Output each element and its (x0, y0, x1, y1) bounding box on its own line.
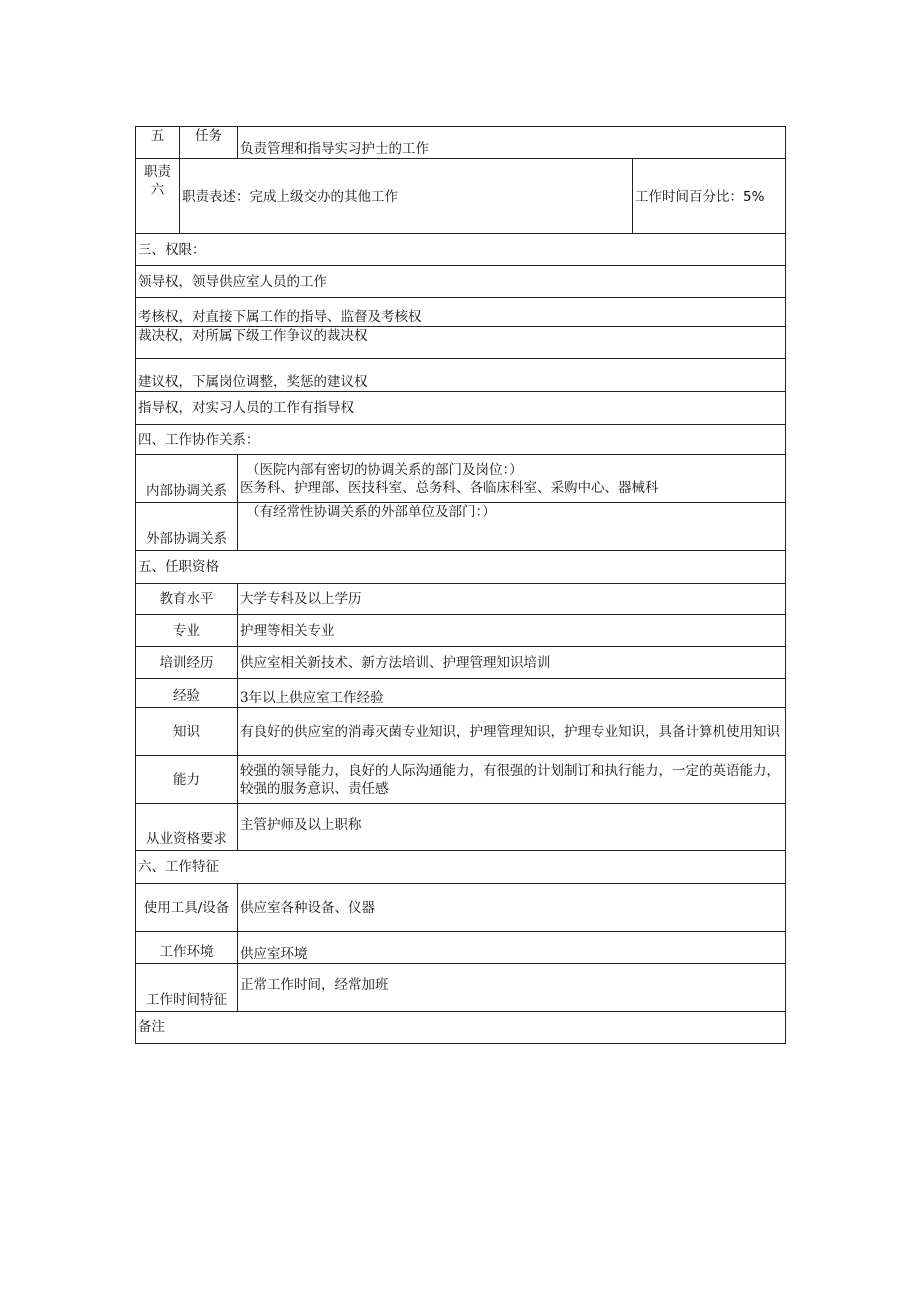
duty-row-5 (136, 127, 786, 159)
internal-coordination-value: 医务科、护理部、医技科室、总务科、各临床科室、采购中心、器械科 (240, 479, 659, 496)
qualification-value: 护理等相关专业 (238, 615, 786, 647)
feature-label: 工作时间特征 (136, 964, 238, 1012)
section-header-row (136, 851, 786, 884)
qualification-row (136, 584, 786, 615)
feature-value: 供应室各种设备、仪器 (238, 884, 786, 932)
duty-number: 六 (150, 182, 165, 198)
qualification-label: 教育水平 (136, 584, 238, 615)
duty-tag: 任务 (180, 127, 238, 159)
qualification-value: 有良好的供应室的消毒灭菌专业知识，护理管理知识，护理专业知识，具备计算机使用知识 (238, 708, 786, 756)
section-title-features: 六、工作特征 (136, 851, 786, 884)
duty-row-6 (136, 159, 786, 234)
external-coordination-cell (238, 503, 786, 551)
authority-row (136, 298, 786, 327)
section-title-authority: 三、权限： (136, 234, 786, 266)
qualification-row (136, 615, 786, 647)
feature-value: 供应室环境 (238, 932, 786, 964)
duty-tag-cell (136, 159, 180, 234)
qualification-row (136, 804, 786, 851)
external-coordination-row (136, 503, 786, 551)
feature-row (136, 932, 786, 964)
authority-item: 领导权，领导供应室人员的工作 (136, 266, 786, 298)
section-header-row (136, 551, 786, 584)
qualification-row (136, 756, 786, 804)
qualification-value: 主管护师及以上职称 (238, 804, 786, 851)
authority-row (136, 359, 786, 392)
qualification-value: 3年以上供应室工作经验 (238, 679, 786, 708)
qualification-label: 能力 (136, 756, 238, 804)
authority-item: 建议权，下属岗位调整，奖惩的建议权 (136, 359, 786, 392)
feature-label: 使用工具/设备 (136, 884, 238, 932)
internal-coordination-label: 内部协调关系 (136, 455, 238, 503)
remarks-label: 备注 (136, 1012, 786, 1044)
internal-coordination-cell (238, 455, 786, 503)
qualification-label: 专业 (136, 615, 238, 647)
qualification-label: 知识 (136, 708, 238, 756)
qualification-row (136, 708, 786, 756)
qualification-row (136, 679, 786, 708)
authority-row (136, 392, 786, 425)
qualification-label: 培训经历 (136, 647, 238, 679)
qualification-value: 较强的领导能力，良好的人际沟通能力，有很强的计划制订和执行能力，一定的英语能力，较强的服务意识、责任感 (238, 756, 786, 804)
duty-content: 职责表述：完成上级交办的其他工作 (180, 159, 633, 234)
job-description-table (135, 126, 786, 1044)
duty-tag-line1: 职责 (144, 164, 171, 180)
feature-label: 工作环境 (136, 932, 238, 964)
duty-number: 五 (136, 127, 180, 159)
external-coordination-label: 外部协调关系 (136, 503, 238, 551)
internal-coordination-note: （医院内部有密切的协调关系的部门及岗位：） (246, 461, 523, 478)
authority-row (136, 266, 786, 298)
internal-coordination-row (136, 455, 786, 503)
section-header-row (136, 234, 786, 266)
remarks-row (136, 1012, 786, 1044)
feature-row (136, 884, 786, 932)
qualification-label: 从业资格要求 (136, 804, 238, 851)
section-title-qualifications: 五、任职资格 (136, 551, 786, 584)
section-header-row (136, 425, 786, 455)
feature-value: 正常工作时间，经常加班 (238, 964, 786, 1012)
external-coordination-note: （有经常性协调关系的外部单位及部门：） (246, 504, 496, 520)
authority-item: 裁决权，对所属下级工作争议的裁决权 (136, 327, 786, 359)
authority-item: 考核权，对直接下属工作的指导、监督及考核权 (136, 298, 786, 327)
duty-content: 负责管理和指导实习护士的工作 (238, 127, 786, 159)
section-title-cooperation: 四、工作协作关系： (136, 425, 786, 455)
duty-time-percent: 工作时间百分比：5% (633, 159, 786, 234)
authority-row (136, 327, 786, 359)
qualification-row (136, 647, 786, 679)
feature-row (136, 964, 786, 1012)
qualification-label: 经验 (136, 679, 238, 708)
authority-item: 指导权，对实习人员的工作有指导权 (136, 392, 786, 425)
qualification-value: 供应室相关新技术、新方法培训、护理管理知识培训 (238, 647, 786, 679)
qualification-value: 大学专科及以上学历 (238, 584, 786, 615)
